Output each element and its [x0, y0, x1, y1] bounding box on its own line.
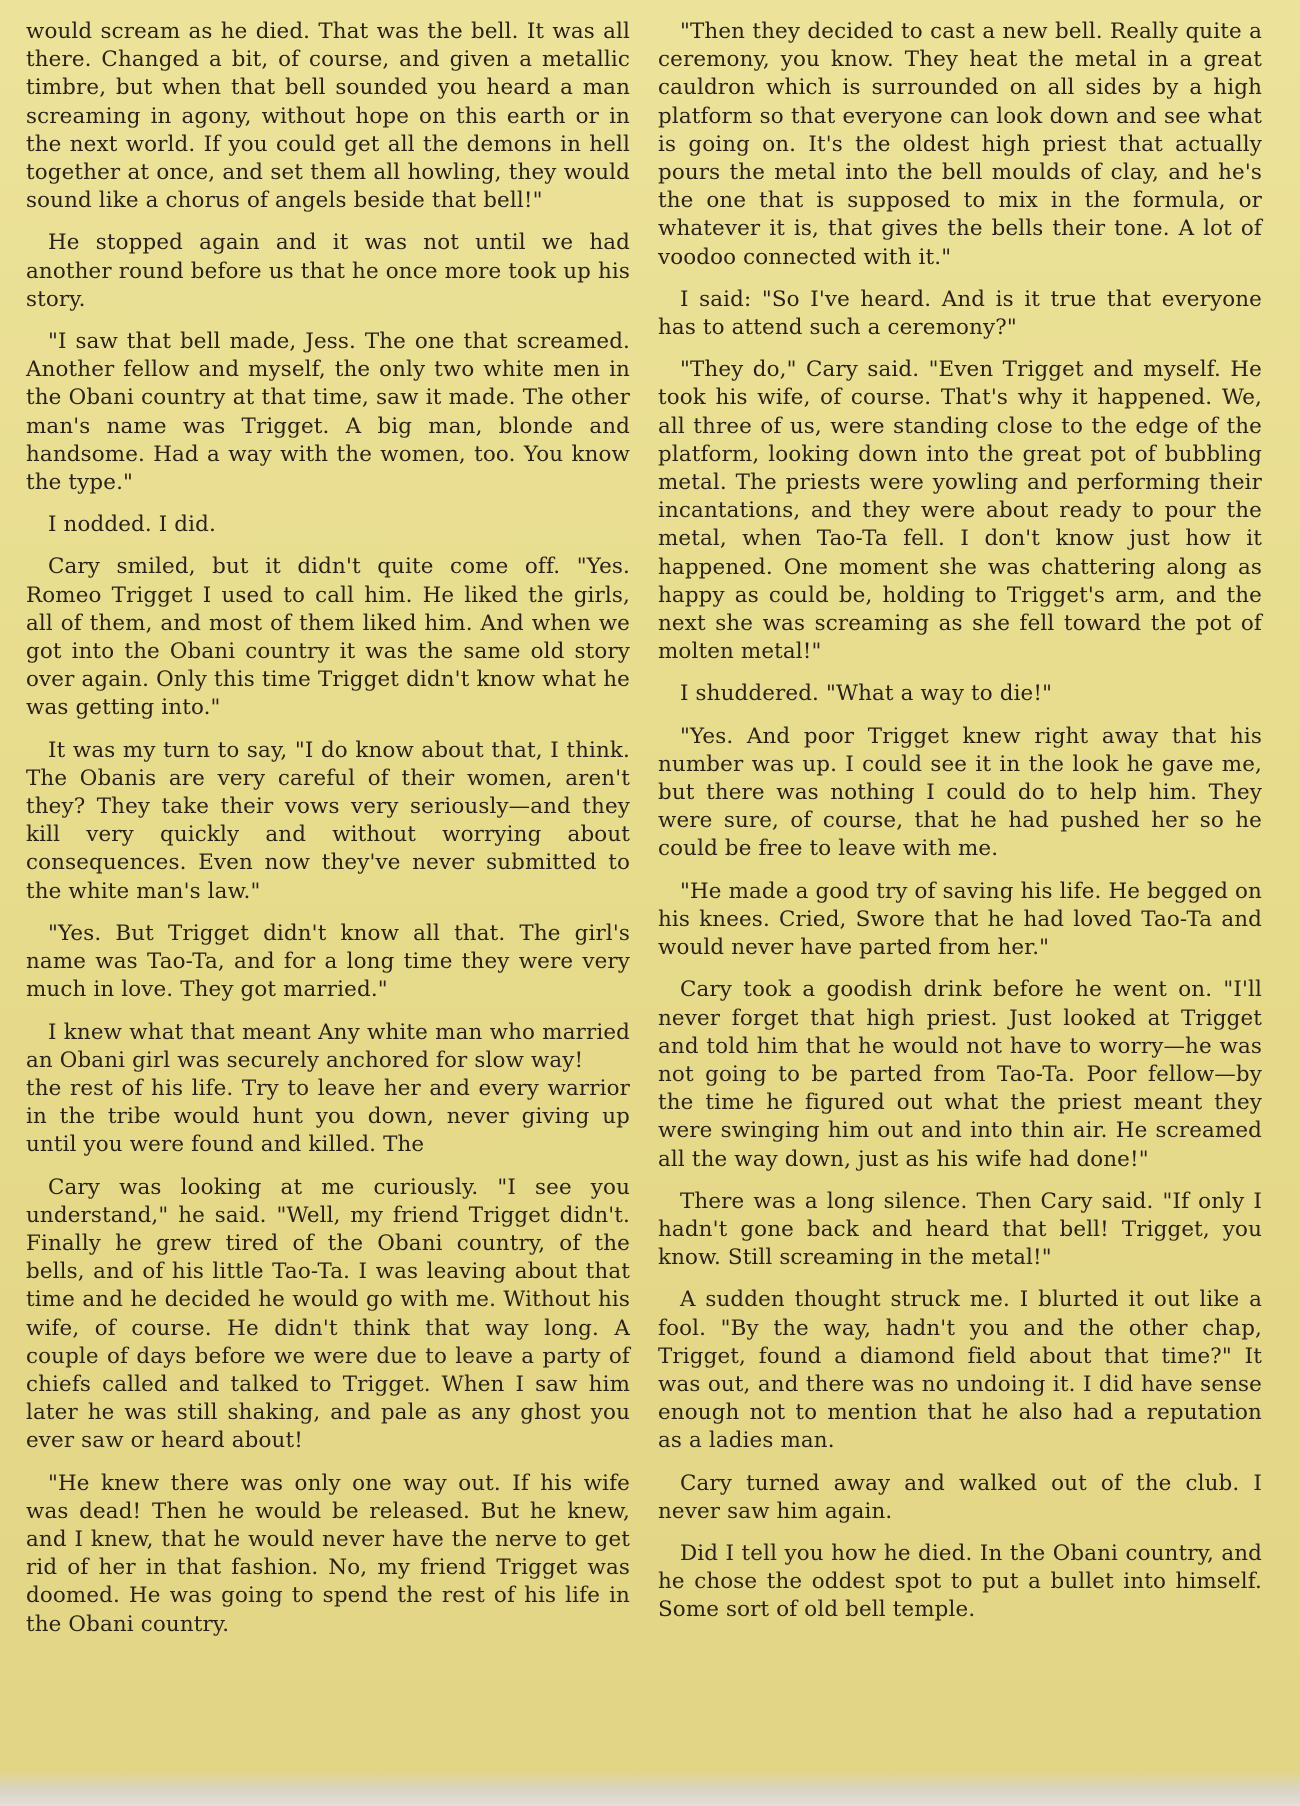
paragraph: He stopped again and it was not until we had another round before us that he once more took up his story.: [26, 230, 630, 312]
paragraph: I nodded. I did.: [48, 512, 216, 538]
paragraph: "They do," Cary said. "Even Trigget and myself. He took his wife, of course. That's why it happened. We, all three of us, were standing close to the edge of the platform, looking down into the great pot of bubbling metal. The priests were yowling and performing their incantations, and they were about ready to pour the metal, when Tao-Ta fell. I don't know just how it happened. One moment she was chattering along as happy as could be, holding to Trigget's arm, and the next she was screaming as she fell toward the pot of molten metal!": [658, 357, 1262, 665]
paragraph: Cary was looking at me curiously. "I see you understand," he said. "Well, my friend Trigget didn't. Finally he grew tired of the Obani country, of the bells, and of his little Tao-Ta. I was leaving about that time and he decided he would go with me. Without his wife, of course. He didn't think that way long. A couple of days before we were due to leave a party of chiefs called and talked to Trigget. When I saw him later he was still shaking, and pale as any ghost you ever saw or heard about!: [26, 1174, 630, 1454]
paragraph: Cary turned away and walked out of the club. I never saw him again.: [658, 1470, 1262, 1524]
paragraph: I said: "So I've heard. And is it true that everyone has to attend such a ceremony?": [658, 286, 1262, 341]
paragraph: "Yes. But Trigget didn't know all that. The girl's name was Tao-Ta, and for a long time they were very much in love. They got married.": [26, 920, 630, 1003]
paragraph: I knew what that meant Any white man who married an Obani girl was securely anchored for slow way!: [26, 1019, 630, 1073]
paragraph: Cary took a goodish drink before he went on. "I'll never forget that high priest. Just looked at Trigget and told him that he would not have to worry—he was not going to be parted from Tao-Ta. Poor fellow—by the time he figured out what the priest meant they were swinging him out and into thin air. He screamed all the way down, just as his wife had done!": [658, 977, 1262, 1172]
paragraph: Did I tell you how he died. In the Obani country, and he chose the oddest spot to put a bullet into himself. Some sort of old bell temple.: [658, 1540, 1262, 1623]
paragraph: the rest of his life. Try to leave her and every warrior in the tribe would hunt you down, never giving up until you were found and killed. The: [26, 1075, 630, 1158]
right-text-column: [658, 18, 1262, 1639]
paragraph: It was my turn to say, "I do know about that, I think. The Obanis are very careful of their women, aren't they? They take their vows very seriously—and they kill very quickly and without worrying about consequences. Even now they've never submitted to the white man's law.": [26, 737, 630, 904]
paragraph: A sudden thought struck me. I blurted it out like a fool. "By the way, hadn't you and the other chap, Trigget, found a diamond field about that time?" It was out, and there was no undoing it. I did have sense enough not to mention that he also had a reputation as a ladies man.: [658, 1287, 1262, 1454]
paragraph: "He made a good try of saving his life. He begged on his knees. Cried, Swore that he had loved Tao-Ta and would never have parted from her.": [658, 878, 1262, 961]
paragraph: Cary smiled, but it didn't quite come off. "Yes. Romeo Trigget I used to call him. He liked the girls, all of them, and most of them liked him. And when we got into the Obani country it was the same old story over again. Only this time Trigget didn't know what he was getting into.": [26, 554, 630, 721]
left-text-column: [26, 18, 630, 1653]
paragraph: "I saw that bell made, Jess. The one that screamed. Another fellow and myself, the only two white men in the Obani country at that time, saw it made. The other man's name was Trigget. A big man, blonde and handsome. Had a way with the women, too. You know the type.": [26, 329, 630, 496]
paragraph: "Yes. And poor Trigget knew right away that his number was up. I could see it in the look he gave me, but there was nothing I could do to help him. They were sure, of course, that he had pushed her so he could be free to leave with me.: [658, 723, 1262, 862]
paragraph: "Then they decided to cast a new bell. Really quite a ceremony, you know. They heat the metal in a great cauldron which is surrounded on all sides by a high platform so that everyone can look down and see what is going on. It's the oldest high priest that actually pours the metal into the bell moulds of clay, and he's the one that is supposed to mix in the formula, or whatever it is, that gives the bells their tone. A lot of voodoo connected with it.": [658, 19, 1262, 270]
paragraph: would scream as he died. That was the bell. It was all there. Changed a bit, of course, and given a metallic timbre, but when that bell sounded you heard a man screaming in agony, without hope on this earth or in the next world. If you could get all the demons in hell together at once, and set them all howling, they would sound like a chorus of angels beside that bell!": [26, 19, 630, 214]
paragraph: "He knew there was only one way out. If his wife was dead! Then he would be released. But he knew, and I knew, that he would never have the nerve to get rid of her in that fashion. No, my friend Trigget was doomed. He was going to spend the rest of his life in the Obani country.: [26, 1470, 630, 1637]
paragraph: I shuddered. "What a way to die!": [680, 681, 1053, 707]
paragraph: There was a long silence. Then Cary said. "If only I hadn't gone back and heard that bell! Trigget, you know. Still screaming in the metal!": [658, 1188, 1262, 1271]
